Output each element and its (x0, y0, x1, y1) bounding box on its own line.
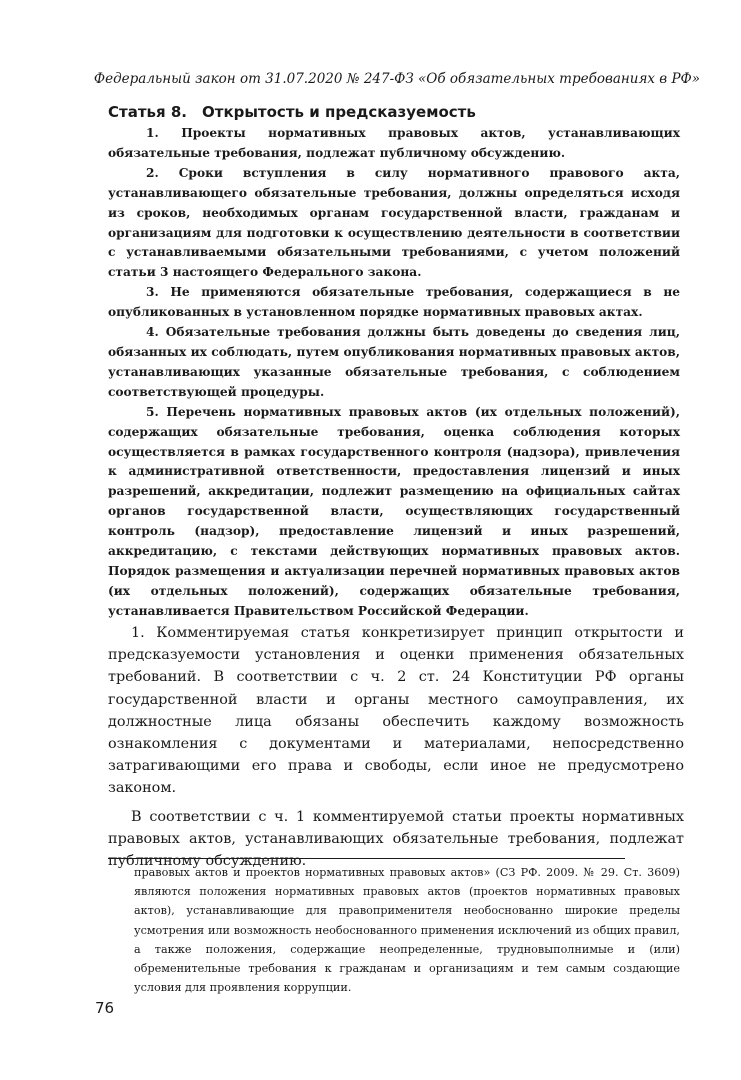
article-paragraph-2: 2. Сроки вступления в силу нормативного правового акта, устанавливающего обязательные требования, должны определяться исходя из сроков, необходимых органам государственной власти, гражданам и организациям для подготовки к осуществлению деятельности в соответствии с устанавливаемыми обязательными требованиями, с учетом положений статьи 3 настоящего Федерального закона. (108, 165, 680, 280)
article-title: Открытость и предсказуемость (202, 103, 476, 121)
article-paragraph-4: 4. Обязательные требования должны быть доведены до сведения лиц, обязанных их соблюдать, путем опубликования нормативных правовых актов, устанавливающих указанные обязательные требования, с соблюдением соответствующей процедуры. (108, 325, 680, 399)
footnote-divider (108, 858, 625, 859)
commentary (108, 622, 684, 872)
article-paragraph-1: 1. Проекты нормативных правовых актов, устанавливающих обязательные требования, подлежат публичному обсуждению. (108, 126, 680, 160)
article-paragraph-3: 3. Не применяются обязательные требования, содержащиеся в не опубликованных в установленном порядке нормативных правовых актах. (108, 285, 680, 320)
article-heading (108, 101, 680, 123)
running-header: Федеральный закон от 31.07.2020 № 247-ФЗ «Об обязательных требованиях в РФ» (93, 71, 700, 87)
page-number: 76 (95, 999, 115, 1017)
article-number: Статья 8. (108, 103, 187, 121)
law-article (108, 101, 680, 622)
footnote (134, 863, 680, 997)
article-paragraph-5: 5. Перечень нормативных правовых актов (их отдельных положений), содержащих обязательные требования, оценка соблюдения которых осуществляется в рамках государственного контроля (надзора), привлечения к административной ответственности, предоставления лицензий и иных разрешений, аккредитации, подлежит размещению на официальных сайтах органов государственной власти, осуществляющих государственный контроль (надзор), предоставление лицензий и иных разрешений, аккредитацию, с текстами действующих нормативных правовых актов. Порядок размещения и актуализации перечней нормативных правовых актов (их отдельных положений), содержащих обязательные требования, устанавливается Правительством Российской Федерации. (108, 404, 680, 618)
footnote-text: правовых актов и проектов нормативных правовых актов» (СЗ РФ. 2009. № 29. Ст. 3609) являются положения нормативных правовых актов (проектов нормативных правовых актов), устанавливающие для правоприменителя необоснованно широкие пределы усмотрения или возможность необоснованного применения исключений из общих правил, а также положения, содержащие неопределенные, трудновыполнимые и (или) обременительные требования к гражданам и организациям и тем самым создающие условия для проявления коррупции. (134, 866, 680, 995)
commentary-paragraph-1: 1. Комментируемая статья конкретизирует принцип открытости и предсказуемости установления и оценки применения обязательных требований. В соответствии с ч. 2 ст. 24 Конституции РФ органы государственной власти и органы местного самоуправления, их должностные лица обязаны обеспечить каждому возможность ознакомления с документами и материалами, непосредственно затрагивающими его права и свободы, если иное не предусмотрено законом. (108, 625, 684, 797)
commentary-paragraph-2: В соответствии с ч. 1 комментируемой статьи проекты нормативных правовых актов, устанавливающих обязательные требования, подлежат публичному обсуждению. (108, 808, 684, 870)
